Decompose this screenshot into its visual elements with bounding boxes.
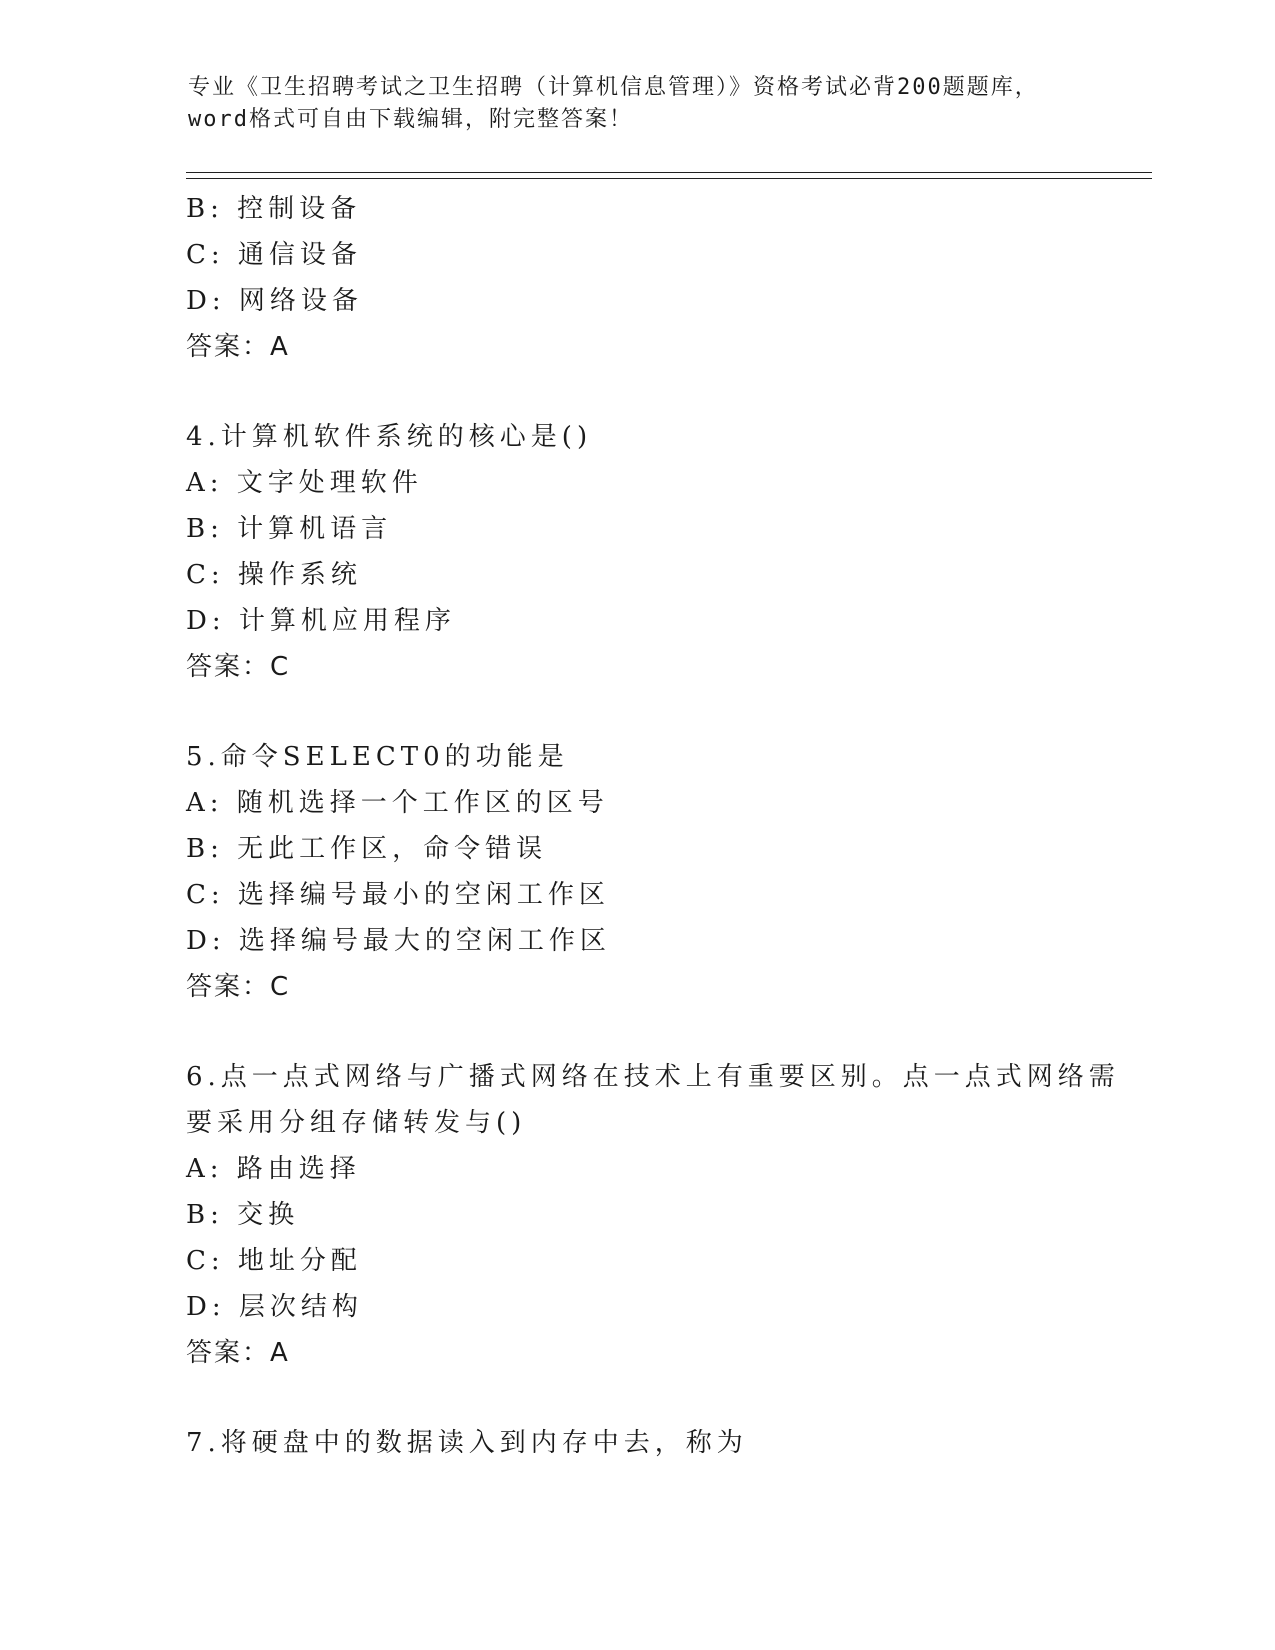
question-list [186,186,1120,1466]
question-5-option-b: B: 无此工作区，命令错误 [186,834,548,864]
question-4-option-b: B: 计算机语言 [186,514,393,544]
question-4-option-d: D: 计算机应用程序 [186,606,456,636]
header-divider-bottom [186,178,1152,179]
question-4-stem: 4.计算机软件系统的核心是() [186,422,593,452]
question-3-answer: 答案：A [186,332,290,362]
question-7-stem: 7.将硬盘中的数据读入到内存中去，称为 [186,1428,748,1458]
question-3-option-b: B: 控制设备 [186,194,362,224]
header-divider-top [186,172,1152,173]
question-spacer [186,690,1086,734]
question-4-option-a: A: 文字处理软件 [186,468,423,498]
question-6-stem-line-1: 6.点一点式网络与广播式网络在技术上有重要区别。点一点式网络需 [186,1062,1120,1092]
question-6-stem-line-2: 要采用分组存储转发与() [186,1108,527,1138]
question-3-option-c: C: 通信设备 [186,240,362,270]
question-7 [186,1420,1086,1466]
question-6-option-b: B: 交换 [186,1200,300,1230]
question-spacer [186,370,1086,414]
question-5-option-d: D: 选择编号最大的空闲工作区 [186,926,611,956]
question-6-answer: 答案：A [186,1338,290,1368]
question-5-stem: 5.命令SELECT0的功能是 [186,742,569,772]
document-header [188,72,1088,136]
question-spacer [186,1376,1086,1420]
question-4-option-c: C: 操作系统 [186,560,362,590]
question-5-option-a: A: 随机选择一个工作区的区号 [186,788,609,818]
question-5-answer: 答案：C [186,972,291,1002]
question-4 [186,414,1086,690]
question-5 [186,734,1086,1010]
question-6-option-d: D: 层次结构 [186,1292,363,1322]
question-4-answer: 答案：C [186,652,291,682]
question-3 [186,186,1086,370]
header-title-line-1: 专业《卫生招聘考试之卫生招聘（计算机信息管理）》资格考试必背200题题库， [188,75,1039,100]
question-5-option-c: C: 选择编号最小的空闲工作区 [186,880,610,910]
question-6-option-c: C: 地址分配 [186,1246,362,1276]
question-3-option-d: D: 网络设备 [186,286,363,316]
header-title-line-2: word格式可自由下载编辑，附完整答案！ [188,107,633,132]
question-6-option-a: A: 路由选择 [186,1154,361,1184]
question-spacer [186,1010,1086,1054]
question-6 [186,1054,1120,1376]
